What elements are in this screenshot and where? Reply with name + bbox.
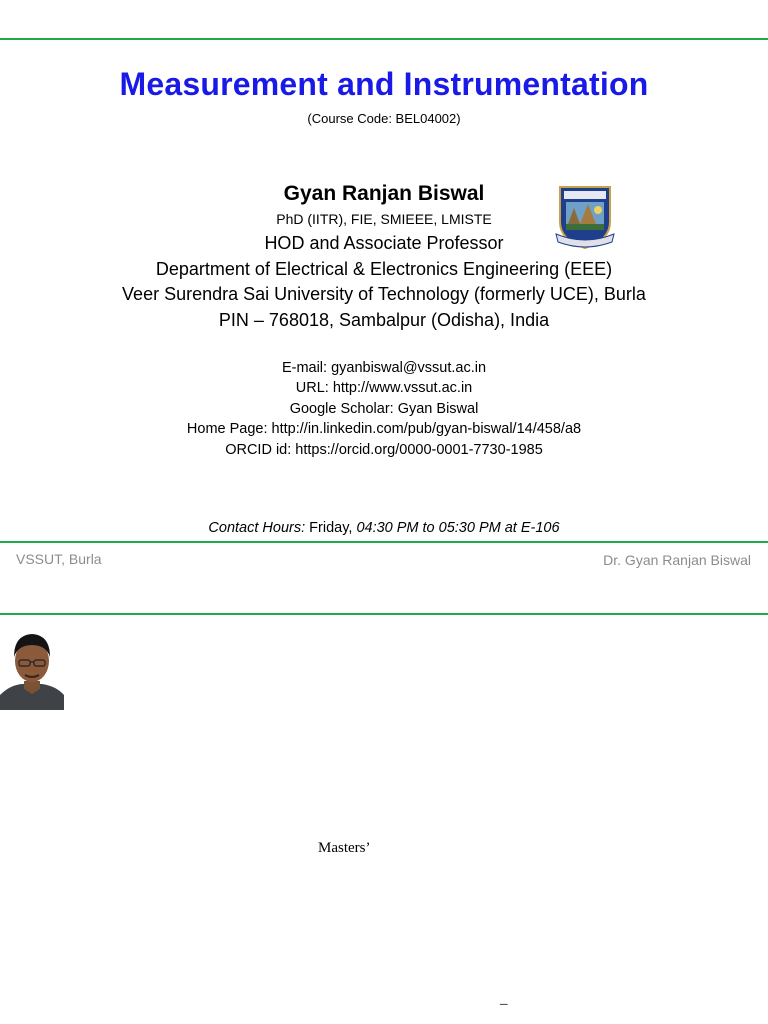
contact-orcid[interactable]: ORCID id: https://orcid.org/0000-0001-7730-1985 — [225, 442, 543, 458]
page-break-rule — [0, 613, 768, 615]
contact-homepage[interactable]: Home Page: http://in.linkedin.com/pub/gyan-biswal/14/458/a8 — [186, 421, 582, 437]
dash-text: – — [500, 996, 508, 1012]
university-logo-icon — [554, 182, 616, 252]
footer-left-text: VSSUT, Burla — [16, 551, 102, 567]
top-rule — [0, 38, 768, 40]
contact-hours-label: Contact Hours: — [208, 520, 306, 536]
author-university: Veer Surendra Sai University of Technology (formerly UCE), Burla — [122, 284, 646, 304]
author-address: PIN – 768018, Sambalpur (Odisha), India — [218, 310, 550, 330]
masters-text: Masters’ — [318, 840, 371, 856]
contact-scholar: Google Scholar: Gyan Biswal — [289, 401, 479, 417]
contact-email[interactable]: E-mail: gyanbiswal@vssut.ac.in — [281, 360, 487, 376]
author-qualifications: PhD (IITR), FIE, SMIEEE, LMISTE — [276, 211, 492, 227]
contact-hours — [0, 520, 768, 536]
contact-hours-time: 04:30 PM to 05:30 PM at E-106 — [356, 520, 560, 536]
author-photo — [0, 629, 64, 710]
footer-right-text: Dr. Gyan Ranjan Biswal — [603, 552, 751, 568]
author-name: Gyan Ranjan Biswal — [283, 182, 485, 205]
course-code: (Course Code: BEL04002) — [307, 111, 461, 126]
author-designation: HOD and Associate Professor — [264, 233, 504, 253]
footer-rule — [0, 541, 768, 543]
contact-url[interactable]: URL: http://www.vssut.ac.in — [295, 380, 473, 396]
contact-hours-day: Friday, — [305, 520, 357, 536]
slide-title: Measurement and Instrumentation — [119, 66, 649, 102]
author-department: Department of Electrical & Electronics Engineering (EEE) — [155, 259, 613, 279]
